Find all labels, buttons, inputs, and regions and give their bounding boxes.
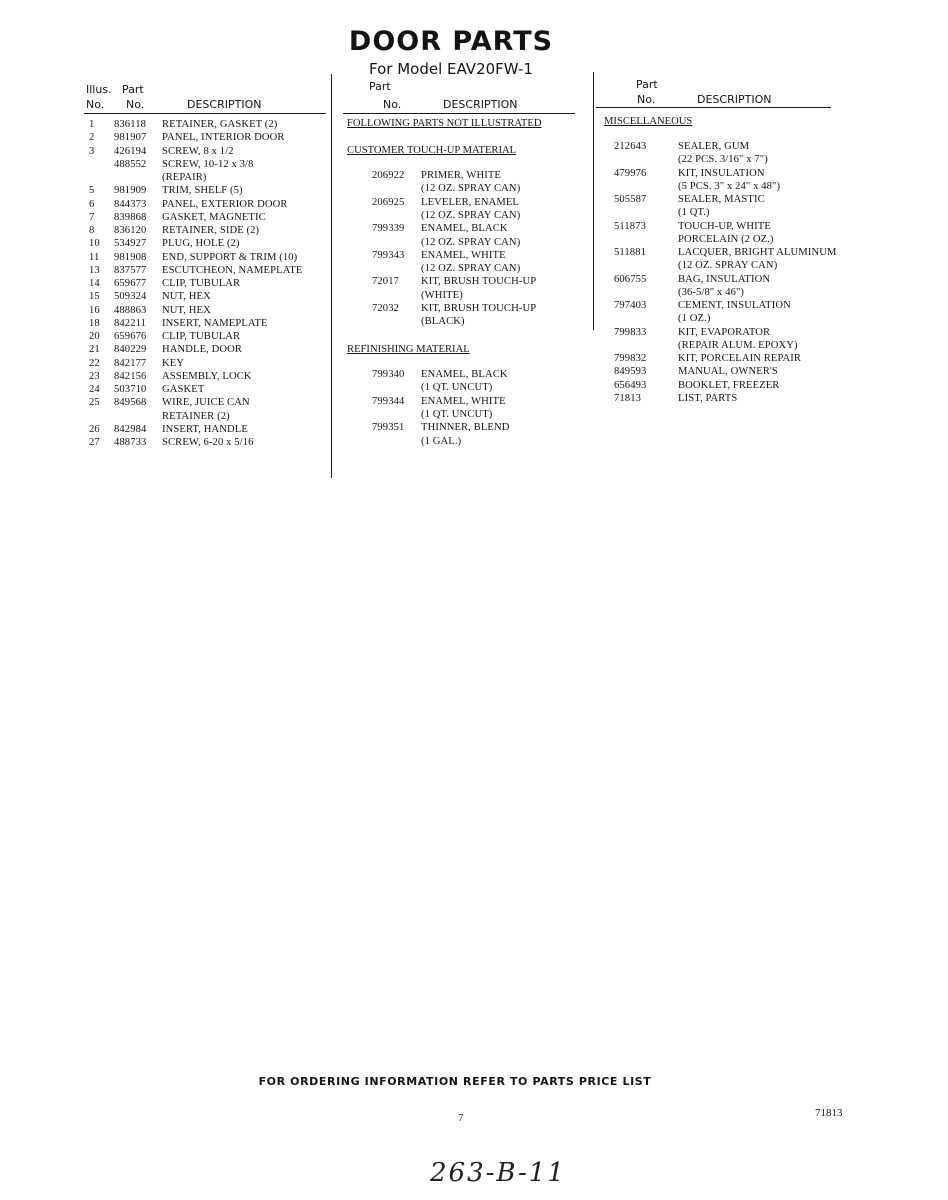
part-description: SEALER, GUM	[678, 141, 750, 152]
part-number: 981907	[114, 132, 147, 144]
part-number: 842211	[114, 317, 146, 329]
part-number: 799344	[372, 395, 405, 407]
col2-part-header-no: No.	[383, 98, 402, 111]
illus-number: 24	[89, 384, 100, 395]
part-description: RETAINER, GASKET (2)	[162, 119, 278, 130]
part-description: PANEL, EXTERIOR DOOR	[162, 198, 288, 210]
part-description: HANDLE, DOOR	[162, 344, 243, 356]
illus-number: 7	[89, 211, 95, 223]
part-number: 836118	[114, 119, 146, 130]
part-description: THINNER, BLEND	[421, 422, 510, 434]
illus-number: 25	[89, 397, 100, 409]
part-number: 72017	[372, 276, 399, 288]
part-number: 503710	[114, 384, 147, 395]
part-description: SCREW, 8 x 1/2	[162, 145, 234, 157]
part-number: 606755	[614, 273, 647, 285]
part-number: 842984	[114, 423, 147, 435]
part-number: 797403	[614, 300, 647, 311]
illus-number: 11	[89, 251, 100, 263]
illus-number: 14	[89, 278, 100, 289]
part-number: 206922	[372, 170, 405, 181]
part-description: ESCUTCHEON, NAMEPLATE	[162, 264, 303, 276]
part-description: (1 OZ.)	[678, 313, 711, 325]
part-number: 534927	[114, 238, 147, 250]
part-description: (BLACK)	[421, 316, 465, 328]
part-number: 509324	[114, 291, 147, 303]
part-number: 488552	[114, 158, 147, 170]
col1-description-header: DESCRIPTION	[187, 98, 262, 111]
illus-number: 18	[89, 317, 100, 329]
col1-part-header-no: No.	[126, 98, 145, 111]
col3-part-header-top: Part	[636, 78, 658, 91]
not-illustrated-note: FOLLOWING PARTS NOT ILLUSTRATED	[347, 118, 542, 129]
part-description: BOOKLET, FREEZER	[678, 379, 780, 391]
illus-number: 21	[89, 344, 100, 356]
col1-header-rule	[84, 113, 326, 114]
column-divider-2	[593, 72, 594, 330]
part-description: ENAMEL, WHITE	[421, 395, 506, 407]
illus-number: 13	[89, 264, 100, 276]
part-description: (12 OZ. SPRAY CAN)	[421, 236, 521, 248]
part-description: (1 QT. UNCUT)	[421, 408, 493, 420]
part-description: (36-5/8" x 46")	[678, 286, 745, 298]
touchup-heading: CUSTOMER TOUCH-UP MATERIAL	[347, 145, 517, 156]
part-number: 840229	[114, 344, 147, 356]
part-description: KIT, INSULATION	[678, 167, 765, 179]
part-number: 505587	[614, 194, 647, 205]
illus-number: 20	[89, 331, 100, 342]
refinishing-heading: REFINISHING MATERIAL	[347, 344, 470, 355]
part-number: 799833	[614, 326, 647, 338]
part-number: 836120	[114, 225, 147, 236]
model-subtitle: For Model EAV20FW-1	[369, 60, 533, 78]
illus-number: 22	[89, 357, 100, 369]
part-number: 659676	[114, 331, 147, 342]
part-description: KIT, BRUSH TOUCH-UP	[421, 276, 537, 288]
part-description: (1 QT.)	[678, 207, 710, 219]
part-description: END, SUPPORT & TRIM (10)	[162, 251, 298, 263]
part-description: (1 QT. UNCUT)	[421, 382, 493, 394]
part-number: 426194	[114, 145, 147, 157]
illus-number: 8	[89, 225, 95, 236]
part-description: RETAINER (2)	[162, 410, 230, 422]
part-number: 659677	[114, 278, 147, 289]
col1-part-header-top: Part	[122, 83, 144, 96]
column-divider-1	[331, 74, 332, 478]
part-number: 799339	[372, 223, 405, 235]
part-description: (12 OZ. SPRAY CAN)	[421, 263, 521, 275]
part-description: MANUAL, OWNER'S	[678, 366, 778, 378]
part-number: 72032	[372, 303, 399, 314]
part-number: 799340	[372, 369, 405, 380]
part-number: 799351	[372, 422, 405, 434]
illus-number: 26	[89, 423, 100, 435]
part-number: 799832	[614, 353, 647, 364]
part-description: (WHITE)	[421, 289, 463, 301]
col1-illus-header-no: No.	[86, 98, 105, 111]
part-description: KIT, EVAPORATOR	[678, 326, 771, 338]
part-description: RETAINER, SIDE (2)	[162, 225, 260, 236]
col2-description-header: DESCRIPTION	[443, 98, 518, 111]
part-description: PORCELAIN (2 OZ.)	[678, 233, 774, 245]
part-description: PLUG, HOLE (2)	[162, 238, 240, 250]
part-number: 206925	[372, 196, 405, 208]
part-number: 981908	[114, 251, 147, 263]
part-description: ENAMEL, BLACK	[421, 223, 508, 235]
part-number: 799343	[372, 249, 405, 261]
page-number: 7	[458, 1112, 464, 1124]
part-description: ENAMEL, BLACK	[421, 369, 508, 380]
part-number: 488863	[114, 304, 147, 316]
part-number: 842156	[114, 370, 147, 382]
part-description: TOUCH-UP, WHITE	[678, 220, 771, 232]
part-description: CLIP, TUBULAR	[162, 278, 241, 289]
part-description: (REPAIR ALUM. EPOXY)	[678, 339, 798, 351]
part-description: GASKET	[162, 384, 205, 395]
illus-number: 27	[89, 437, 100, 448]
part-description: LIST, PARTS	[678, 392, 738, 404]
part-description: WIRE, JUICE CAN	[162, 397, 250, 409]
col3-description-header: DESCRIPTION	[697, 93, 772, 106]
part-description: PANEL, INTERIOR DOOR	[162, 132, 285, 144]
part-description: NUT, HEX	[162, 304, 211, 316]
page-title: DOOR PARTS	[348, 26, 554, 57]
illus-number: 10	[89, 238, 100, 250]
col3-header-rule	[596, 107, 831, 108]
part-number: 656493	[614, 379, 647, 391]
illus-number: 5	[89, 185, 95, 197]
part-description: CEMENT, INSULATION	[678, 300, 791, 311]
part-description: CLIP, TUBULAR	[162, 331, 241, 342]
part-description: GASKET, MAGNETIC	[162, 211, 266, 223]
part-description: SEALER, MASTIC	[678, 194, 765, 205]
part-number: 837577	[114, 264, 147, 276]
part-number: 511881	[614, 247, 646, 258]
part-description: BAG, INSULATION	[678, 273, 771, 285]
part-description: INSERT, NAMEPLATE	[162, 317, 268, 329]
part-description: NUT, HEX	[162, 291, 211, 303]
part-number: 839868	[114, 211, 147, 223]
document-number: 71813	[815, 1107, 843, 1119]
part-description: (22 PCS. 3/16" x 7")	[678, 154, 768, 166]
illus-number: 15	[89, 291, 100, 303]
part-description: (12 OZ. SPRAY CAN)	[421, 183, 521, 195]
part-description: LACQUER, BRIGHT ALUMINUM	[678, 247, 837, 258]
part-description: KIT, PORCELAIN REPAIR	[678, 353, 802, 364]
ordering-info-footer: FOR ORDERING INFORMATION REFER TO PARTS PRICE LIST	[258, 1075, 652, 1088]
miscellaneous-heading: MISCELLANEOUS	[604, 116, 693, 127]
handwritten-note: 263-B-11	[430, 1158, 566, 1188]
part-number: 71813	[614, 392, 641, 404]
part-description: (12 OZ. SPRAY CAN)	[678, 260, 778, 272]
part-description: (5 PCS. 3" x 24" x 48")	[678, 180, 781, 192]
illus-number: 16	[89, 304, 100, 316]
part-number: 981909	[114, 185, 147, 197]
part-description: LEVELER, ENAMEL	[421, 196, 520, 208]
col2-part-header-top: Part	[369, 80, 391, 93]
illus-number: 3	[89, 145, 95, 157]
part-description: SCREW, 10-12 x 3/8	[162, 158, 254, 170]
part-description: KEY	[162, 357, 185, 369]
illus-number: 2	[89, 132, 95, 144]
col3-part-header-no: No.	[637, 93, 656, 106]
part-number: 479976	[614, 167, 647, 179]
col2-header-rule	[343, 113, 575, 114]
part-number: 511873	[614, 220, 646, 232]
part-description: INSERT, HANDLE	[162, 423, 248, 435]
part-number: 212643	[614, 141, 647, 152]
part-description: TRIM, SHELF (5)	[162, 185, 243, 197]
part-description: PRIMER, WHITE	[421, 170, 501, 181]
part-number: 488733	[114, 437, 147, 448]
part-description: (12 OZ. SPRAY CAN)	[421, 209, 521, 221]
part-description: ASSEMBLY, LOCK	[162, 370, 252, 382]
illus-number: 1	[89, 119, 95, 130]
part-number: 844373	[114, 198, 147, 210]
part-description: KIT, BRUSH TOUCH-UP	[421, 303, 537, 314]
part-number: 842177	[114, 357, 147, 369]
illus-number: 23	[89, 370, 100, 382]
part-number: 849568	[114, 397, 147, 409]
part-description: ENAMEL, WHITE	[421, 249, 506, 261]
part-number: 849593	[614, 366, 647, 378]
col1-illus-header-top: Illus.	[86, 83, 112, 96]
part-description: (REPAIR)	[162, 172, 207, 183]
part-description: (1 GAL.)	[421, 435, 462, 447]
illus-number: 6	[89, 198, 95, 210]
part-description: SCREW, 6-20 x 5/16	[162, 437, 254, 448]
